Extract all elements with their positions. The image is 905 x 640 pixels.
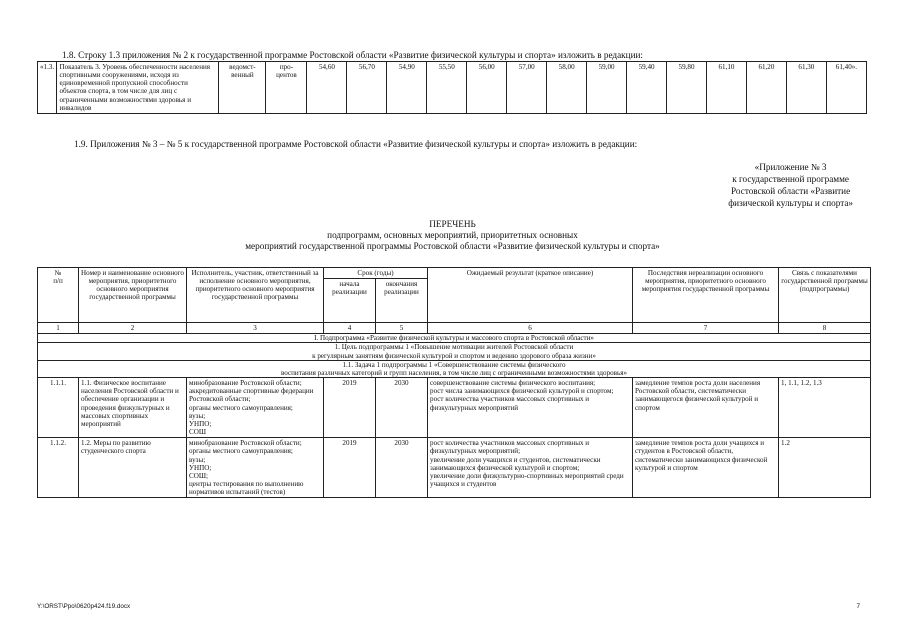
activity-consequence: замедление темпов роста доли населения Ростовской области, систематически занимающегося физической культурой и спортом — [633, 378, 779, 438]
title-line: ПЕРЕЧЕНЬ — [429, 219, 476, 229]
activity-link: 1, 1.1, 1.2, 1.3 — [779, 378, 871, 438]
appendix-line: «Приложение № 3 — [754, 162, 827, 172]
column-number: 6 — [428, 323, 633, 334]
indicator-value: 56,00 — [467, 62, 507, 114]
header-name: Номер и наименование основного мероприятия, приоритетного основного мероприятия государственной программы — [79, 268, 187, 323]
indicator-value: 61,10 — [707, 62, 747, 114]
column-number: 3 — [187, 323, 324, 334]
indicator-type: ведомст- венный — [219, 62, 266, 114]
indicator-value: 59,00 — [587, 62, 627, 114]
activity-end: 2030 — [376, 378, 428, 438]
paragraph-1-8: 1.8. Строку 1.3 приложения № 2 к государственной программе Ростовской области «Развитие физической культуры и спорта» изложить в редакции: — [62, 50, 643, 60]
activity-number: 1.1.1. — [38, 378, 79, 438]
indicator-value: 54,90 — [387, 62, 427, 114]
section-row — [38, 343, 871, 360]
indicator-value: 58,00 — [547, 62, 587, 114]
indicator-value: 55,50 — [427, 62, 467, 114]
document-title — [0, 219, 905, 252]
table-row — [38, 378, 871, 438]
header-row — [38, 268, 871, 279]
activity-start: 2019 — [324, 438, 376, 498]
footer-page-number: 7 — [856, 603, 860, 610]
activity-result: рост количества участников массовых спортивных и физкультурных мероприятий; увеличение доли учащихся и студентов, систематически занимающихся физической культурой и спортом; увеличение доли физкультурно-спортивных мероприятий среди учащихся и студентов — [428, 438, 633, 498]
paragraph-1-9: 1.9. Приложения № 3 – № 5 к государственной программе Ростовской области «Развитие физической культуры и спорта» изложить в редакции: — [74, 139, 638, 149]
header-start: начала реализации — [324, 279, 376, 323]
subprogram-task: 1.1. Задача 1 подпрограммы 1 «Совершенствование системы физического воспитания различных категорий и групп населения, в том числе лиц с ограниченными возможностями здоровья» — [38, 360, 871, 377]
header-consequence: Последствия нереализации основного мероприятия, приоритетного основного мероприятия государственной программы — [633, 268, 779, 323]
header-number: № п/п — [38, 268, 79, 323]
activity-end: 2030 — [376, 438, 428, 498]
indicator-value: 54,60 — [307, 62, 347, 114]
activity-name: 1.1. Физическое воспитание населения Ростовской области и обеспечение организации и проведения физкультурных и массовых спортивных мероприятий — [79, 378, 187, 438]
indicator-row — [38, 62, 867, 114]
activity-start: 2019 — [324, 378, 376, 438]
indicator-value: 59,40 — [627, 62, 667, 114]
header-executor: Исполнитель, участник, ответственный за исполнение основного мероприятия, приоритетного основного мероприятия государственной программы — [187, 268, 324, 323]
column-number: 2 — [79, 323, 187, 334]
footer-file-path: Y:\ORST\Ppo\0620p424.f19.docx — [37, 603, 131, 610]
appendix-line: физической культуры и спорта» — [728, 197, 853, 208]
column-number: 1 — [38, 323, 79, 334]
title-line: мероприятий государственной программы Ростовской области «Развитие физической культуры и спорта» — [245, 241, 660, 252]
appendix-header — [728, 162, 853, 210]
column-number: 8 — [779, 323, 871, 334]
column-number: 4 — [324, 323, 376, 334]
table-row — [38, 438, 871, 498]
activity-name: 1.2. Меры по развитию студенческого спорта — [79, 438, 187, 498]
indicator-value: 61,20 — [746, 62, 786, 114]
header-term: Срок (годы) — [324, 268, 428, 279]
indicator-row-table — [37, 61, 867, 114]
activity-consequence: замедление темпов роста доли учащихся и студентов в Ростовской области, систематически занимающихся физической культурой и спортом — [633, 438, 779, 498]
activity-number: 1.1.2. — [38, 438, 79, 498]
indicator-name: Показатель 3. Уровень обеспеченности населения спортивными сооружениями, исходя из единовременной пропускной способности объектов спорта, в том числе для лиц с ограниченными возможностями здоровья и инвалидов — [57, 62, 219, 114]
appendix-line: к государственной программе — [732, 173, 849, 184]
column-number: 7 — [633, 323, 779, 334]
title-line: подпрограмм, основных мероприятий, приоритетных основных — [327, 230, 578, 241]
indicator-value: 56,70 — [347, 62, 387, 114]
activity-result: совершенствование системы физического воспитания; рост числа занимающихся физической культурой и спортом; рост количества участников массовых спортивных и физкультурных мероприятий — [428, 378, 633, 438]
subprogram-goal: 1. Цель подпрограммы 1 «Повышение мотивации жителей Ростовской области к регулярным занятиям физической культурой и спортом и ведению здорового образа жизни» — [38, 343, 871, 360]
header-end: окончания реализации — [376, 279, 428, 323]
section-row — [38, 360, 871, 377]
header-link: Связь с показателями государственной программы (подпрограммы) — [779, 268, 871, 323]
activity-link: 1.2 — [779, 438, 871, 498]
indicator-value: 59,80 — [667, 62, 707, 114]
header-result: Ожидаемый результат (краткое описание) — [428, 268, 633, 323]
column-numbers-row — [38, 323, 871, 334]
row-number: «1.3. — [38, 62, 57, 114]
subprogram-title: I. Подпрограмма «Развитие физической культуры и массового спорта в Ростовской области» — [38, 334, 871, 343]
activity-executor: минобразование Ростовской области; органы местного самоуправления; вузы; УНПО; СОШ; центры тестирования по выполнению нормативов испытаний (тестов) — [187, 438, 324, 498]
appendix-line: Ростовской области «Развитие — [731, 185, 851, 196]
section-row — [38, 334, 871, 343]
indicator-unit: про- центов — [266, 62, 307, 114]
activities-table — [37, 267, 871, 498]
indicator-value: 61,30 — [786, 62, 826, 114]
indicator-value: 57,00 — [507, 62, 547, 114]
indicator-value: 61,40». — [826, 62, 866, 114]
activity-executor: минобразование Ростовской области; аккредитованные спортивные федерации Ростовской области; органы местного самоуправления; вузы; УНПО; СОШ — [187, 378, 324, 438]
column-number: 5 — [376, 323, 428, 334]
